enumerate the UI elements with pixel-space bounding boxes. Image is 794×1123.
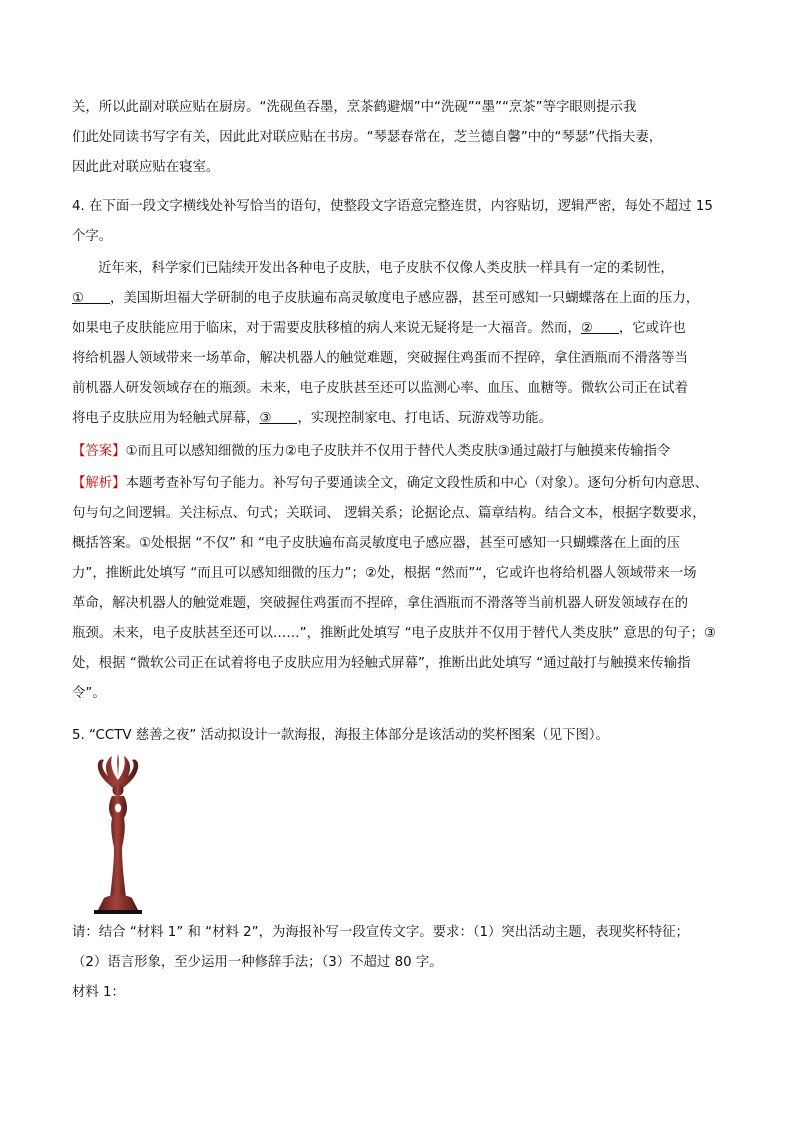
text-line: [72, 404, 724, 434]
text-line: （2）语言形象，至少运用一种修辞手法；（3）不超过 80 字。: [72, 955, 443, 970]
analysis-line: 革命，解决机器人的触觉难题，突破握住鸡蛋而不捏碎，拿住酒瓶而不滑落等当前机器人研发领域存在的: [72, 596, 688, 611]
text-line: 因此此对联应贴在寝室。: [72, 160, 220, 175]
analysis-line: 处，根据 “微软公司正在试着将电子皮肤应用为轻触式屏幕”，推断出此处填写 “通过敲打与触摸来传输指: [72, 656, 691, 671]
analysis-line: 概括答案。①处根据 “不仅” 和 “电子皮肤遍布高灵敏度电子感应器，甚至可感知一只蝴蝶落在上面的压: [72, 536, 680, 551]
text-line: 关，所以此副对联应贴在厨房。“洗砚鱼吞墨，烹茶鹤避烟”中“洗砚”“墨”“烹茶”等字眼则提示我: [72, 100, 637, 115]
text-line: 前机器人研发领域存在的瓶颈。未来，电子皮肤甚至还可以监测心率、血压、血糖等。微软公司正在试着: [72, 381, 688, 396]
text-segment: ，美国斯坦福大学研制的电子皮肤遍布高灵敏度电子感应器，甚至可感知一只蝴蝶落在上面的压力，: [110, 291, 700, 306]
answer-text: ①而且可以感知细微的压力②电子皮肤并不仅用于替代人类皮肤③通过敲打与触摸来传输指令: [125, 444, 671, 459]
text-line: 材料 1：: [72, 985, 125, 1000]
text-line: 们此处同读书写字有关，因此此对联应贴在书房。“琴瑟春常在，芝兰德自馨”中的“琴瑟”代指夫妻，: [72, 130, 663, 145]
text-line: 个字。: [72, 229, 113, 244]
analysis-line: [72, 469, 724, 499]
text-segment: ，它或许也: [618, 321, 686, 336]
question-5-request: [72, 918, 724, 1008]
answer-block: [72, 437, 724, 467]
analysis-tag: 【解析】: [72, 476, 126, 491]
question-4-passage: [72, 254, 724, 434]
text-segment: 将电子皮肤应用为轻触式屏幕，: [72, 411, 260, 426]
fill-blank: [271, 409, 297, 424]
question-5-stem: [72, 721, 724, 751]
text-line: 请：结合 “材料 1” 和 “材料 2”，为海报补写一段宣传文字。要求：（1）突出活动主题，表现奖杯特征；: [72, 925, 689, 940]
blank-number: ②: [580, 321, 593, 336]
trophy-image: [88, 752, 148, 916]
text-line: [72, 284, 724, 314]
fill-blank: [84, 289, 110, 304]
text-line: 5. “CCTV 慈善之夜” 活动拟设计一款海报，海报主体部分是该活动的奖杯图案（见下图）。: [72, 728, 609, 743]
analysis-line: 令”。: [72, 686, 106, 701]
analysis-line: 句与句之间逻辑。关注标点、句式；关联词、 逻辑关系；论据论点、篇章结构。结合文本，根据字数要求，: [72, 506, 706, 521]
text-line: 将给机器人领域带来一场革命，解决机器人的触觉难题，突破握住鸡蛋而不捏碎，拿住酒瓶而不滑落等当: [72, 351, 688, 366]
text-segment: 如果电子皮肤能应用于临床，对于需要皮肤移植的病人来说无疑将是一大福音。然而，: [72, 321, 581, 336]
text-segment: ，实现控制家电、打电话、玩游戏等功能。: [297, 411, 552, 426]
analysis-line: 瓶颈。未来，电子皮肤甚至还可以……”，推断此处填写 “电子皮肤并不仅用于替代人类皮肤” 意思的句子；③: [72, 626, 716, 641]
blank-number: ①: [72, 291, 85, 306]
question-4-stem: [72, 192, 724, 252]
analysis-line: 力”，推断此处填写 “而且可以感知细微的压力”；②处，根据 “然而”“，它或许也将给机器人领域带来一场: [72, 566, 697, 581]
analysis-block: [72, 469, 724, 709]
blank-number: ③: [259, 411, 272, 426]
text-line: 近年来，科学家们已陆续开发出各种电子皮肤，电子皮肤不仅像人类皮肤一样具有一定的柔韧性，: [98, 261, 674, 276]
fill-blank: [593, 319, 619, 334]
text-line: [72, 314, 724, 344]
text-line: 4. 在下面一段文字横线处补写恰当的语句，使整段文字语意完整连贯，内容贴切，逻辑严密，每处不超过 15: [72, 199, 713, 214]
answer-line: [72, 437, 724, 467]
continued-paragraph: [72, 93, 724, 183]
analysis-text: 本题考查补写句子能力。补写句子要通读全文，确定文段性质和中心（对象）。逐句分析句内意思、: [125, 476, 709, 491]
answer-tag: 【答案】: [72, 444, 126, 459]
